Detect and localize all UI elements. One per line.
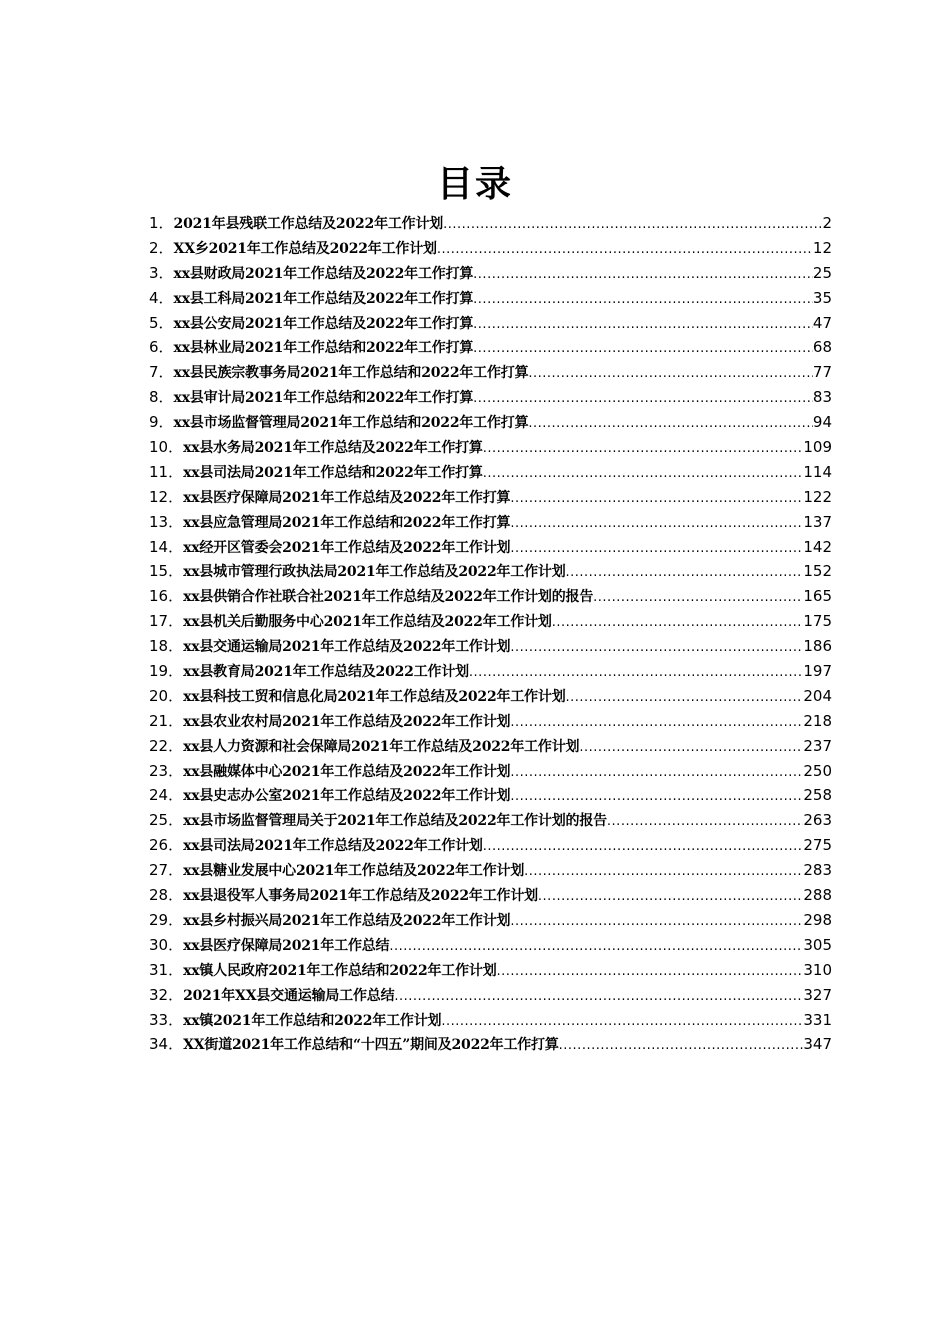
toc-entry-title: xx县民族宗教事务局2021年工作总结和2022年工作打算 [173, 365, 529, 382]
toc-entry-number: 30． [149, 935, 184, 954]
toc-entry-title: xx县水务局2021年工作总结及2022年工作打算 [183, 440, 483, 457]
toc-entry-number: 25． [149, 811, 184, 830]
toc-entry-title: xx县应急管理局2021年工作总结和2022年工作打算 [183, 514, 511, 531]
toc-entry-page-number: 197 [803, 662, 832, 681]
toc-entry-title: xx县城市管理行政执法局2021年工作总结及2022年工作计划 [183, 564, 566, 581]
toc-dot-leader [483, 441, 804, 456]
toc-dot-leader [510, 715, 803, 730]
toc-entry-number: 8． [149, 388, 174, 407]
toc-entry[interactable] [149, 1033, 832, 1058]
toc-entry-number: 18． [149, 637, 184, 656]
toc-entry-page-number: 305 [803, 935, 832, 954]
toc-entry-number: 2． [149, 238, 174, 257]
toc-entry-number: 24． [149, 786, 184, 805]
toc-entry-number: 7． [149, 363, 174, 382]
toc-entry[interactable] [149, 735, 832, 760]
toc-entry[interactable] [149, 859, 832, 884]
toc-entry-number: 4． [149, 288, 174, 307]
toc-entry-page-number: 83 [812, 388, 832, 407]
toc-entry-title: xx县乡村振兴局2021年工作总结及2022年工作计划 [183, 912, 511, 929]
toc-entry-number: 6． [149, 338, 174, 357]
toc-entry-page-number: 218 [803, 711, 832, 730]
toc-entry-title: xx县审计局2021年工作总结和2022年工作打算 [173, 390, 474, 407]
toc-dot-leader [441, 1014, 803, 1029]
toc-entry[interactable] [149, 934, 832, 959]
toc-entry-title: xx镇人民政府2021年工作总结和2022年工作计划 [183, 962, 497, 979]
toc-dot-leader [510, 914, 803, 929]
toc-entry[interactable] [149, 386, 832, 411]
toc-entry-title: xx县融媒体中心2021年工作总结及2022年工作计划 [183, 763, 511, 780]
toc-entry-title: xx县司法局2021年工作总结和2022年工作打算 [183, 464, 483, 481]
toc-entry-number: 20． [149, 686, 184, 705]
toc-dot-leader [483, 839, 804, 854]
toc-entry-page-number: 94 [812, 413, 832, 432]
toc-dot-leader [497, 964, 804, 979]
toc-entry-page-number: 204 [803, 686, 832, 705]
toc-entry-number: 9． [149, 413, 174, 432]
toc-dot-leader [510, 789, 803, 804]
toc-entry-title: xx县史志办公室2021年工作总结及2022年工作计划 [183, 788, 511, 805]
toc-entry-title: xx县农业农村局2021年工作总结及2022年工作计划 [183, 713, 511, 730]
toc-entry-page-number: 258 [803, 786, 832, 805]
toc-entry[interactable] [149, 212, 832, 237]
toc-entry-title: xx县工科局2021年工作总结及2022年工作打算 [173, 290, 474, 307]
toc-entry-title: xx县糖业发展中心2021年工作总结及2022年工作计划 [183, 863, 525, 880]
toc-entry-page-number: 35 [812, 288, 832, 307]
toc-entry-title: xx经开区管委会2021年工作总结及2022年工作计划 [183, 539, 511, 556]
toc-entry-number: 29． [149, 910, 184, 929]
toc-dot-leader [473, 391, 813, 406]
toc-entry-page-number: 109 [803, 438, 832, 457]
toc-entry-title: xx县科技工贸和信息化局2021年工作总结及2022年工作计划 [183, 688, 566, 705]
toc-entry[interactable] [149, 486, 832, 511]
toc-entry-page-number: 152 [803, 562, 832, 581]
toc-entry[interactable] [149, 361, 832, 386]
toc-entry[interactable] [149, 635, 832, 660]
toc-entry[interactable] [149, 560, 832, 585]
toc-dot-leader [528, 416, 813, 431]
toc-entry[interactable] [149, 760, 832, 785]
toc-entry[interactable] [149, 461, 832, 486]
toc-entry-page-number: 142 [803, 537, 832, 556]
toc-entry-page-number: 347 [803, 1035, 832, 1054]
toc-entry-page-number: 137 [803, 512, 832, 531]
toc-entry-title: XX街道2021年工作总结和“十四五”期间及2022年工作打算 [183, 1037, 559, 1054]
toc-entry-number: 12． [149, 487, 184, 506]
toc-entry-page-number: 2 [822, 214, 832, 232]
toc-dot-leader [437, 242, 813, 257]
toc-entry-page-number: 298 [803, 910, 832, 929]
toc-entry-number: 32． [149, 985, 184, 1004]
toc-dot-leader [394, 989, 803, 1004]
toc-dot-leader [389, 939, 803, 954]
toc-entry-number: 17． [149, 612, 184, 631]
toc-entry[interactable] [149, 336, 832, 361]
toc-dot-leader [510, 491, 803, 506]
toc-entry-page-number: 250 [803, 761, 832, 780]
toc-entry-page-number: 114 [803, 462, 832, 481]
toc-dot-leader [473, 341, 813, 356]
toc-entry[interactable] [149, 411, 832, 436]
toc-entry-page-number: 288 [803, 886, 832, 905]
toc-dot-leader [607, 814, 803, 829]
toc-entry[interactable] [149, 536, 832, 561]
toc-entry-page-number: 331 [803, 1010, 832, 1029]
toc-entry-page-number: 47 [812, 313, 832, 332]
toc-entry[interactable] [149, 809, 832, 834]
toc-entry-page-number: 237 [803, 736, 832, 755]
toc-dot-leader [510, 640, 803, 655]
toc-entry[interactable] [149, 1009, 832, 1034]
toc-entry[interactable] [149, 436, 832, 461]
toc-entry[interactable] [149, 511, 832, 536]
toc-entry-page-number: 186 [803, 637, 832, 656]
toc-entry-number: 33． [149, 1010, 184, 1029]
toc-dot-leader [510, 541, 803, 556]
toc-dot-leader [443, 217, 822, 232]
toc-entry-title: xx县人力资源和社会保障局2021年工作总结及2022年工作计划 [183, 738, 580, 755]
toc-entry-page-number: 165 [803, 587, 832, 606]
toc-dot-leader [579, 740, 803, 755]
toc-entry[interactable] [149, 262, 832, 287]
toc-entry[interactable] [149, 610, 832, 635]
toc-entry-number: 1． [149, 214, 174, 232]
toc-dot-leader [538, 889, 803, 904]
toc-list [149, 212, 832, 1058]
toc-dot-leader [473, 292, 813, 307]
toc-dot-leader [483, 466, 804, 481]
toc-entry-title: xx县教育局2021年工作总结及2022工作计划 [183, 664, 469, 681]
toc-dot-leader [566, 690, 804, 705]
toc-entry-title: xx县交通运输局2021年工作总结及2022年工作计划 [183, 639, 511, 656]
toc-entry[interactable] [149, 287, 832, 312]
toc-entry-title: 2021年县残联工作总结及2022年工作计划 [173, 216, 444, 232]
toc-entry-number: 19． [149, 662, 184, 681]
toc-entry-page-number: 25 [812, 263, 832, 282]
toc-entry-page-number: 68 [812, 338, 832, 357]
toc-dot-leader [510, 765, 803, 780]
toc-entry-number: 27． [149, 861, 184, 880]
toc-dot-leader [524, 864, 803, 879]
toc-entry[interactable] [149, 909, 832, 934]
toc-entry-page-number: 283 [803, 861, 832, 880]
toc-entry[interactable] [149, 884, 832, 909]
toc-dot-leader [469, 665, 803, 680]
toc-entry[interactable] [149, 685, 832, 710]
toc-dot-leader [559, 1038, 804, 1053]
toc-entry-number: 34． [149, 1035, 184, 1054]
toc-entry[interactable] [149, 237, 832, 262]
toc-entry-number: 14． [149, 537, 184, 556]
toc-dot-leader [566, 565, 804, 580]
toc-dot-leader [528, 366, 813, 381]
toc-entry-title: xx县医疗保障局2021年工作总结 [183, 937, 390, 954]
toc-dot-leader [552, 615, 804, 630]
toc-entry-page-number: 310 [803, 960, 832, 979]
toc-entry-number: 28． [149, 886, 184, 905]
toc-entry-number: 26． [149, 836, 184, 855]
toc-entry-title: xx县市场监督管理局2021年工作总结和2022年工作打算 [173, 415, 529, 432]
toc-entry-number: 21． [149, 711, 184, 730]
toc-dot-leader [473, 267, 813, 282]
toc-title: 目录 [436, 163, 513, 205]
toc-entry[interactable] [149, 585, 832, 610]
toc-entry-number: 15． [149, 562, 184, 581]
toc-entry-title: xx县林业局2021年工作总结和2022年工作打算 [173, 340, 474, 357]
toc-entry[interactable] [149, 959, 832, 984]
toc-entry-title: xx县公安局2021年工作总结及2022年工作打算 [173, 315, 474, 332]
toc-entry[interactable] [149, 834, 832, 859]
toc-entry-page-number: 77 [812, 363, 832, 382]
toc-entry-number: 3． [149, 263, 174, 282]
toc-entry-title: xx县市场监督管理局关于2021年工作总结及2022年工作计划的报告 [183, 813, 607, 830]
toc-entry-title: xx县医疗保障局2021年工作总结及2022年工作打算 [183, 489, 511, 506]
toc-entry-page-number: 263 [803, 811, 832, 830]
toc-entry-number: 23． [149, 761, 184, 780]
toc-entry-page-number: 122 [803, 487, 832, 506]
toc-dot-leader [473, 317, 813, 332]
toc-entry-number: 22． [149, 736, 184, 755]
toc-entry-number: 5． [149, 313, 174, 332]
toc-entry[interactable] [149, 710, 832, 735]
toc-entry-page-number: 327 [803, 985, 832, 1004]
toc-entry-title: XX乡2021年工作总结及2022年工作计划 [173, 240, 437, 257]
toc-entry-page-number: 275 [803, 836, 832, 855]
toc-entry[interactable] [149, 984, 832, 1009]
toc-entry-title: xx镇2021年工作总结和2022年工作计划 [183, 1012, 442, 1029]
toc-dot-leader [593, 590, 803, 605]
toc-entry-number: 31． [149, 960, 184, 979]
toc-entry-title: xx县司法局2021年工作总结及2022年工作计划 [183, 838, 483, 855]
toc-entry-title: xx县供销合作社联合社2021年工作总结及2022年工作计划的报告 [183, 589, 594, 606]
toc-entry-title: 2021年XX县交通运输局工作总结 [183, 987, 395, 1004]
toc-entry[interactable] [149, 660, 832, 685]
toc-entry-title: xx县机关后勤服务中心2021年工作总结及2022年工作计划 [183, 614, 552, 631]
toc-entry[interactable] [149, 784, 832, 809]
toc-entry-page-number: 175 [803, 612, 832, 631]
toc-entry-title: xx县财政局2021年工作总结及2022年工作打算 [173, 265, 474, 282]
toc-entry-number: 13． [149, 512, 184, 531]
toc-entry[interactable] [149, 312, 832, 337]
toc-entry-number: 10． [149, 438, 184, 457]
toc-entry-title: xx县退役军人事务局2021年工作总结及2022年工作计划 [183, 888, 538, 905]
toc-entry-number: 11． [149, 462, 184, 481]
toc-entry-page-number: 12 [812, 238, 832, 257]
toc-entry-number: 16． [149, 587, 184, 606]
toc-dot-leader [510, 516, 803, 531]
